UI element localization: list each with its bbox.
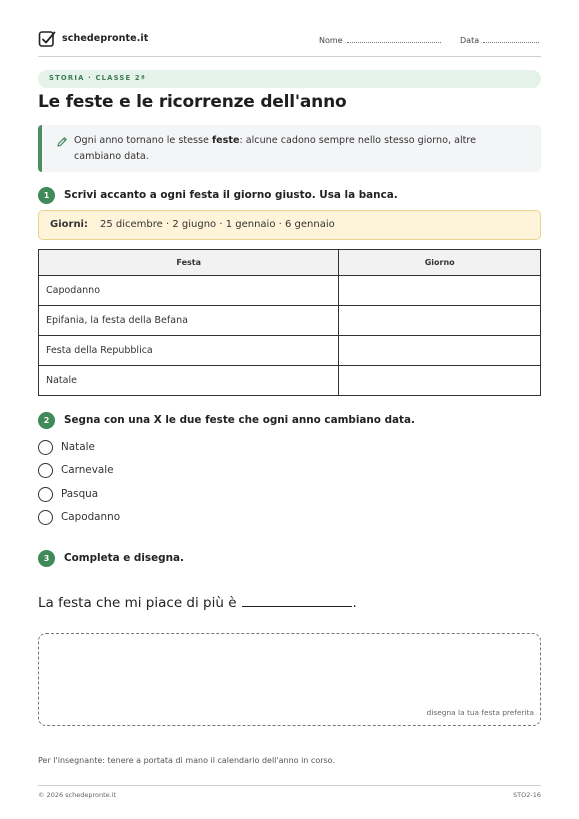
footer-copyright: © 2026 schedepronte.it	[38, 791, 117, 799]
exercise-number-badge: 1	[38, 187, 55, 204]
table-row	[39, 366, 541, 396]
holidays-table	[38, 249, 541, 396]
site-logo-text: schedepronte.it	[62, 33, 149, 44]
option-label: Natale	[61, 441, 95, 453]
intro-text	[74, 133, 514, 165]
table-header-row	[39, 250, 541, 276]
option-label: Capodanno	[61, 511, 121, 523]
option-label: Pasqua	[61, 488, 99, 500]
exercise-3-question: Completa e disegna.	[64, 552, 184, 564]
checkbox-circle[interactable]	[38, 510, 53, 525]
checkbox-logo-icon	[38, 30, 56, 48]
date-label: Data	[460, 36, 480, 45]
page-header	[38, 30, 541, 57]
table-row	[39, 276, 541, 306]
column-header-giorno: Giorno	[339, 250, 541, 276]
drawing-area[interactable]	[38, 633, 541, 726]
intro-keyword: feste	[212, 135, 240, 146]
table-row	[39, 336, 541, 366]
completion-sentence	[38, 594, 357, 611]
table-row	[39, 306, 541, 336]
exercise-number-badge: 2	[38, 412, 55, 429]
name-line[interactable]	[347, 35, 441, 43]
column-header-festa: Festa	[39, 250, 339, 276]
name-label: Nome	[319, 36, 343, 45]
sentence-end: .	[352, 595, 357, 611]
exercise-1-question: Scrivi accanto a ogni festa il giorno giusto. Usa la banca.	[64, 189, 398, 201]
holiday-name-cell: Festa della Repubblica	[39, 336, 339, 366]
pencil-icon	[56, 136, 68, 148]
checkbox-circle[interactable]	[38, 487, 53, 502]
date-line[interactable]	[483, 35, 539, 43]
date-field[interactable]	[460, 35, 539, 45]
word-bank-values: 25 dicembre · 2 giugno · 1 gennaio · 6 gennaio	[100, 219, 335, 230]
word-bank-label: Giorni:	[50, 219, 88, 230]
holiday-name-cell: Natale	[39, 366, 339, 396]
option-label: Carnevale	[61, 464, 114, 476]
intro-text-start: Ogni anno tornano le stesse	[74, 135, 212, 146]
subject-tag-text: STORIA · CLASSE 2ª	[49, 74, 146, 82]
page-footer	[38, 785, 541, 799]
word-bank	[38, 210, 541, 240]
day-answer-cell[interactable]	[339, 336, 541, 366]
worksheet-page	[38, 0, 541, 819]
subject-tag	[38, 70, 541, 88]
checkbox-circle[interactable]	[38, 440, 53, 455]
name-field[interactable]	[319, 35, 441, 45]
holiday-name-cell: Epifania, la festa della Befana	[39, 306, 339, 336]
intro-box	[38, 125, 541, 172]
sentence-start: La festa che mi piace di più è	[38, 595, 237, 611]
drawing-caption: disegna la tua festa preferita	[426, 708, 534, 717]
day-answer-cell[interactable]	[339, 366, 541, 396]
footer-code: STO2-16	[513, 791, 541, 799]
checkbox-circle[interactable]	[38, 463, 53, 478]
holiday-name-cell: Capodanno	[39, 276, 339, 306]
intro-text-end: : alcune cadono sempre nello stesso giorno, altre cambiano data.	[74, 135, 477, 162]
teacher-note: Per l'insegnante: tenere a portata di mano il calendario dell'anno in corso.	[38, 756, 335, 765]
answer-blank-line[interactable]	[242, 594, 352, 607]
exercise-number-badge: 3	[38, 550, 55, 567]
page-title: Le feste e le ricorrenze dell'anno	[38, 92, 347, 112]
day-answer-cell[interactable]	[339, 276, 541, 306]
exercise-2-question: Segna con una X le due feste che ogni anno cambiano data.	[64, 414, 415, 426]
day-answer-cell[interactable]	[339, 306, 541, 336]
